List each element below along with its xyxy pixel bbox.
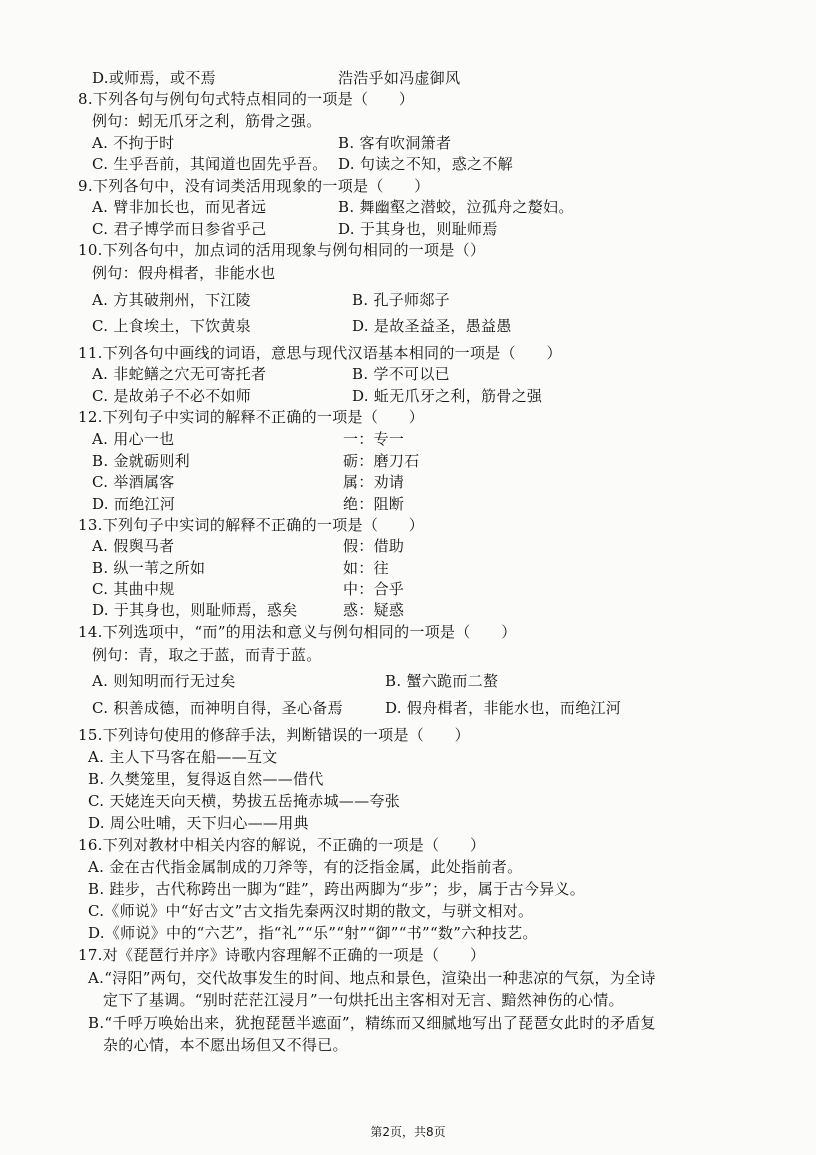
q8-example: 例句：蚓无爪牙之利，筋骨之强。 bbox=[92, 112, 322, 130]
page-number: 第2页，共8页 bbox=[370, 1125, 446, 1139]
q16-option-a: A. 金在古代指金属制成的刀斧等，有的泛指金属，此处指前者。 bbox=[88, 858, 523, 876]
q13-option-d: D. 于其身也，则耻师焉，惑矣 bbox=[92, 601, 298, 619]
q17-option-b-line1: B.“千呼万唤始出来，犹抱琵琶半遮面”，精练而又细腻地写出了琵琶女此时的矛盾复 bbox=[88, 1014, 656, 1032]
q9-option-b: B. 舞幽壑之潜蛟，泣孤舟之嫠妇。 bbox=[338, 198, 574, 216]
q16-option-c: C.《师说》中“好古文”古文指先秦两汉时期的散文，与骈文相对。 bbox=[88, 902, 534, 920]
q14-option-c: C. 积善成德，而神明自得，圣心备焉 bbox=[92, 699, 343, 717]
q11-option-c: C. 是故弟子不必不如师 bbox=[92, 387, 252, 405]
q8-stem: 8.下列各句与例句句式特点相同的一项是（ ） bbox=[78, 90, 415, 108]
q14-option-a: A. 则知明而行无过矣 bbox=[92, 672, 236, 690]
q7-option-d: D.或师焉，或不焉 bbox=[92, 69, 216, 87]
q12-option-d: D. 而绝江河 bbox=[92, 495, 176, 513]
q11-option-a: A. 非蛇鳝之穴无可寄托者 bbox=[92, 365, 267, 383]
q9-stem: 9.下列各句中，没有词类活用现象的一项是（ ） bbox=[78, 177, 430, 195]
q12-option-a: A. 用心一也 bbox=[92, 430, 175, 448]
q14-stem: 14.下列选项中，“而”的用法和意义与例句相同的一项是（ ） bbox=[78, 623, 517, 641]
q12-stem: 12.下列句子中实词的解释不正确的一项是（ ） bbox=[78, 408, 425, 426]
q8-option-d: D. 句读之不知，惑之不解 bbox=[338, 155, 513, 173]
q13-option-c: C. 其曲中规 bbox=[92, 580, 175, 598]
q13-option-b: B. 纵一苇之所如 bbox=[92, 559, 206, 577]
q9-option-a: A. 臂非加长也，而见者远 bbox=[92, 198, 267, 216]
q9-option-c: C. 君子博学而日参省乎己 bbox=[92, 220, 267, 238]
q11-option-b: B. 学不可以已 bbox=[352, 365, 450, 383]
q11-option-d: D. 蚯无爪牙之利，筋骨之强 bbox=[352, 387, 543, 405]
q13-option-d-gloss: 惑：疑惑 bbox=[343, 601, 405, 619]
q17-stem: 17.对《琵琶行并序》诗歌内容理解不正确的一项是（ ） bbox=[78, 946, 486, 964]
q14-example: 例句：青，取之于蓝，而青于蓝。 bbox=[92, 646, 322, 664]
q17-option-b-line2: 杂的心情，本不愿出场但又不得已。 bbox=[103, 1036, 348, 1054]
q8-option-b: B. 客有吹洞箫者 bbox=[338, 134, 452, 152]
q16-option-d: D.《师说》中的“六艺”，指“礼”“乐”“射”“御”“书”“数”六种技艺。 bbox=[88, 924, 538, 942]
q10-stem: 10.下列各句中，加点词的活用现象与例句相同的一项是（） bbox=[78, 241, 486, 259]
q15-option-d: D. 周公吐哺，天下归心——用典 bbox=[88, 814, 309, 832]
q14-option-b: B. 蟹六跪而二螯 bbox=[385, 672, 499, 690]
q10-option-b: B. 孔子师郯子 bbox=[352, 291, 450, 309]
q8-option-c: C. 生乎吾前，其闻道也固先乎吾。 bbox=[92, 155, 328, 173]
q17-option-a-line1: A.“浔阳”两句，交代故事发生的时间、地点和景色，渲染出一种悲凉的气氛，为全诗 bbox=[88, 969, 656, 987]
q7-option-d-right: 浩浩乎如冯虚御风 bbox=[338, 69, 461, 87]
q13-stem: 13.下列句子中实词的解释不正确的一项是（ ） bbox=[78, 516, 425, 534]
q10-option-a: A. 方其破荆州，下江陵 bbox=[92, 291, 251, 309]
q12-option-c: C. 举酒属客 bbox=[92, 473, 175, 491]
q13-option-a: A. 假舆马者 bbox=[92, 537, 175, 555]
q10-option-c: C. 上食埃土，下饮黄泉 bbox=[92, 317, 252, 335]
q10-option-d: D. 是故圣益圣，愚益愚 bbox=[352, 317, 512, 335]
q11-stem: 11.下列各句中画线的词语，意思与现代汉语基本相同的一项是（ ） bbox=[78, 344, 562, 362]
q12-option-b-gloss: 砺：磨刀石 bbox=[343, 452, 420, 470]
q17-option-a-line2: 定下了基调。“别时茫茫江浸月”一句烘托出主客相对无言、黯然神伤的心情。 bbox=[103, 991, 624, 1009]
q15-option-c: C. 天姥连天向天横，势拔五岳掩赤城——夸张 bbox=[88, 792, 401, 810]
q15-stem: 15.下列诗句使用的修辞手法，判断错误的一项是（ ） bbox=[78, 726, 470, 744]
q16-stem: 16.下列对教材中相关内容的解说，不正确的一项是（ ） bbox=[78, 836, 486, 854]
q16-option-b: B. 跬步，古代称跨出一脚为“跬”，跨出两脚为“步”；步，属于古今异义。 bbox=[88, 880, 586, 898]
q13-option-c-gloss: 中：合乎 bbox=[343, 580, 405, 598]
q15-option-a: A. 主人下马客在船——互文 bbox=[88, 748, 278, 766]
q14-option-d: D. 假舟楫者，非能水也，而绝江河 bbox=[385, 699, 622, 717]
q10-example: 例句：假舟楫者，非能水也 bbox=[92, 264, 276, 282]
q9-option-d: D. 于其身也，则耻师焉 bbox=[338, 220, 498, 238]
q13-option-b-gloss: 如：往 bbox=[343, 559, 389, 577]
q8-option-a: A. 不拘于时 bbox=[92, 134, 175, 152]
q13-option-a-gloss: 假：借助 bbox=[343, 537, 405, 555]
q12-option-c-gloss: 属：劝请 bbox=[343, 473, 405, 491]
q12-option-d-gloss: 绝：阻断 bbox=[343, 495, 405, 513]
q15-option-b: B. 久樊笼里，复得返自然——借代 bbox=[88, 770, 324, 788]
q12-option-a-gloss: 一：专一 bbox=[343, 430, 405, 448]
q12-option-b: B. 金就砺则利 bbox=[92, 452, 190, 470]
